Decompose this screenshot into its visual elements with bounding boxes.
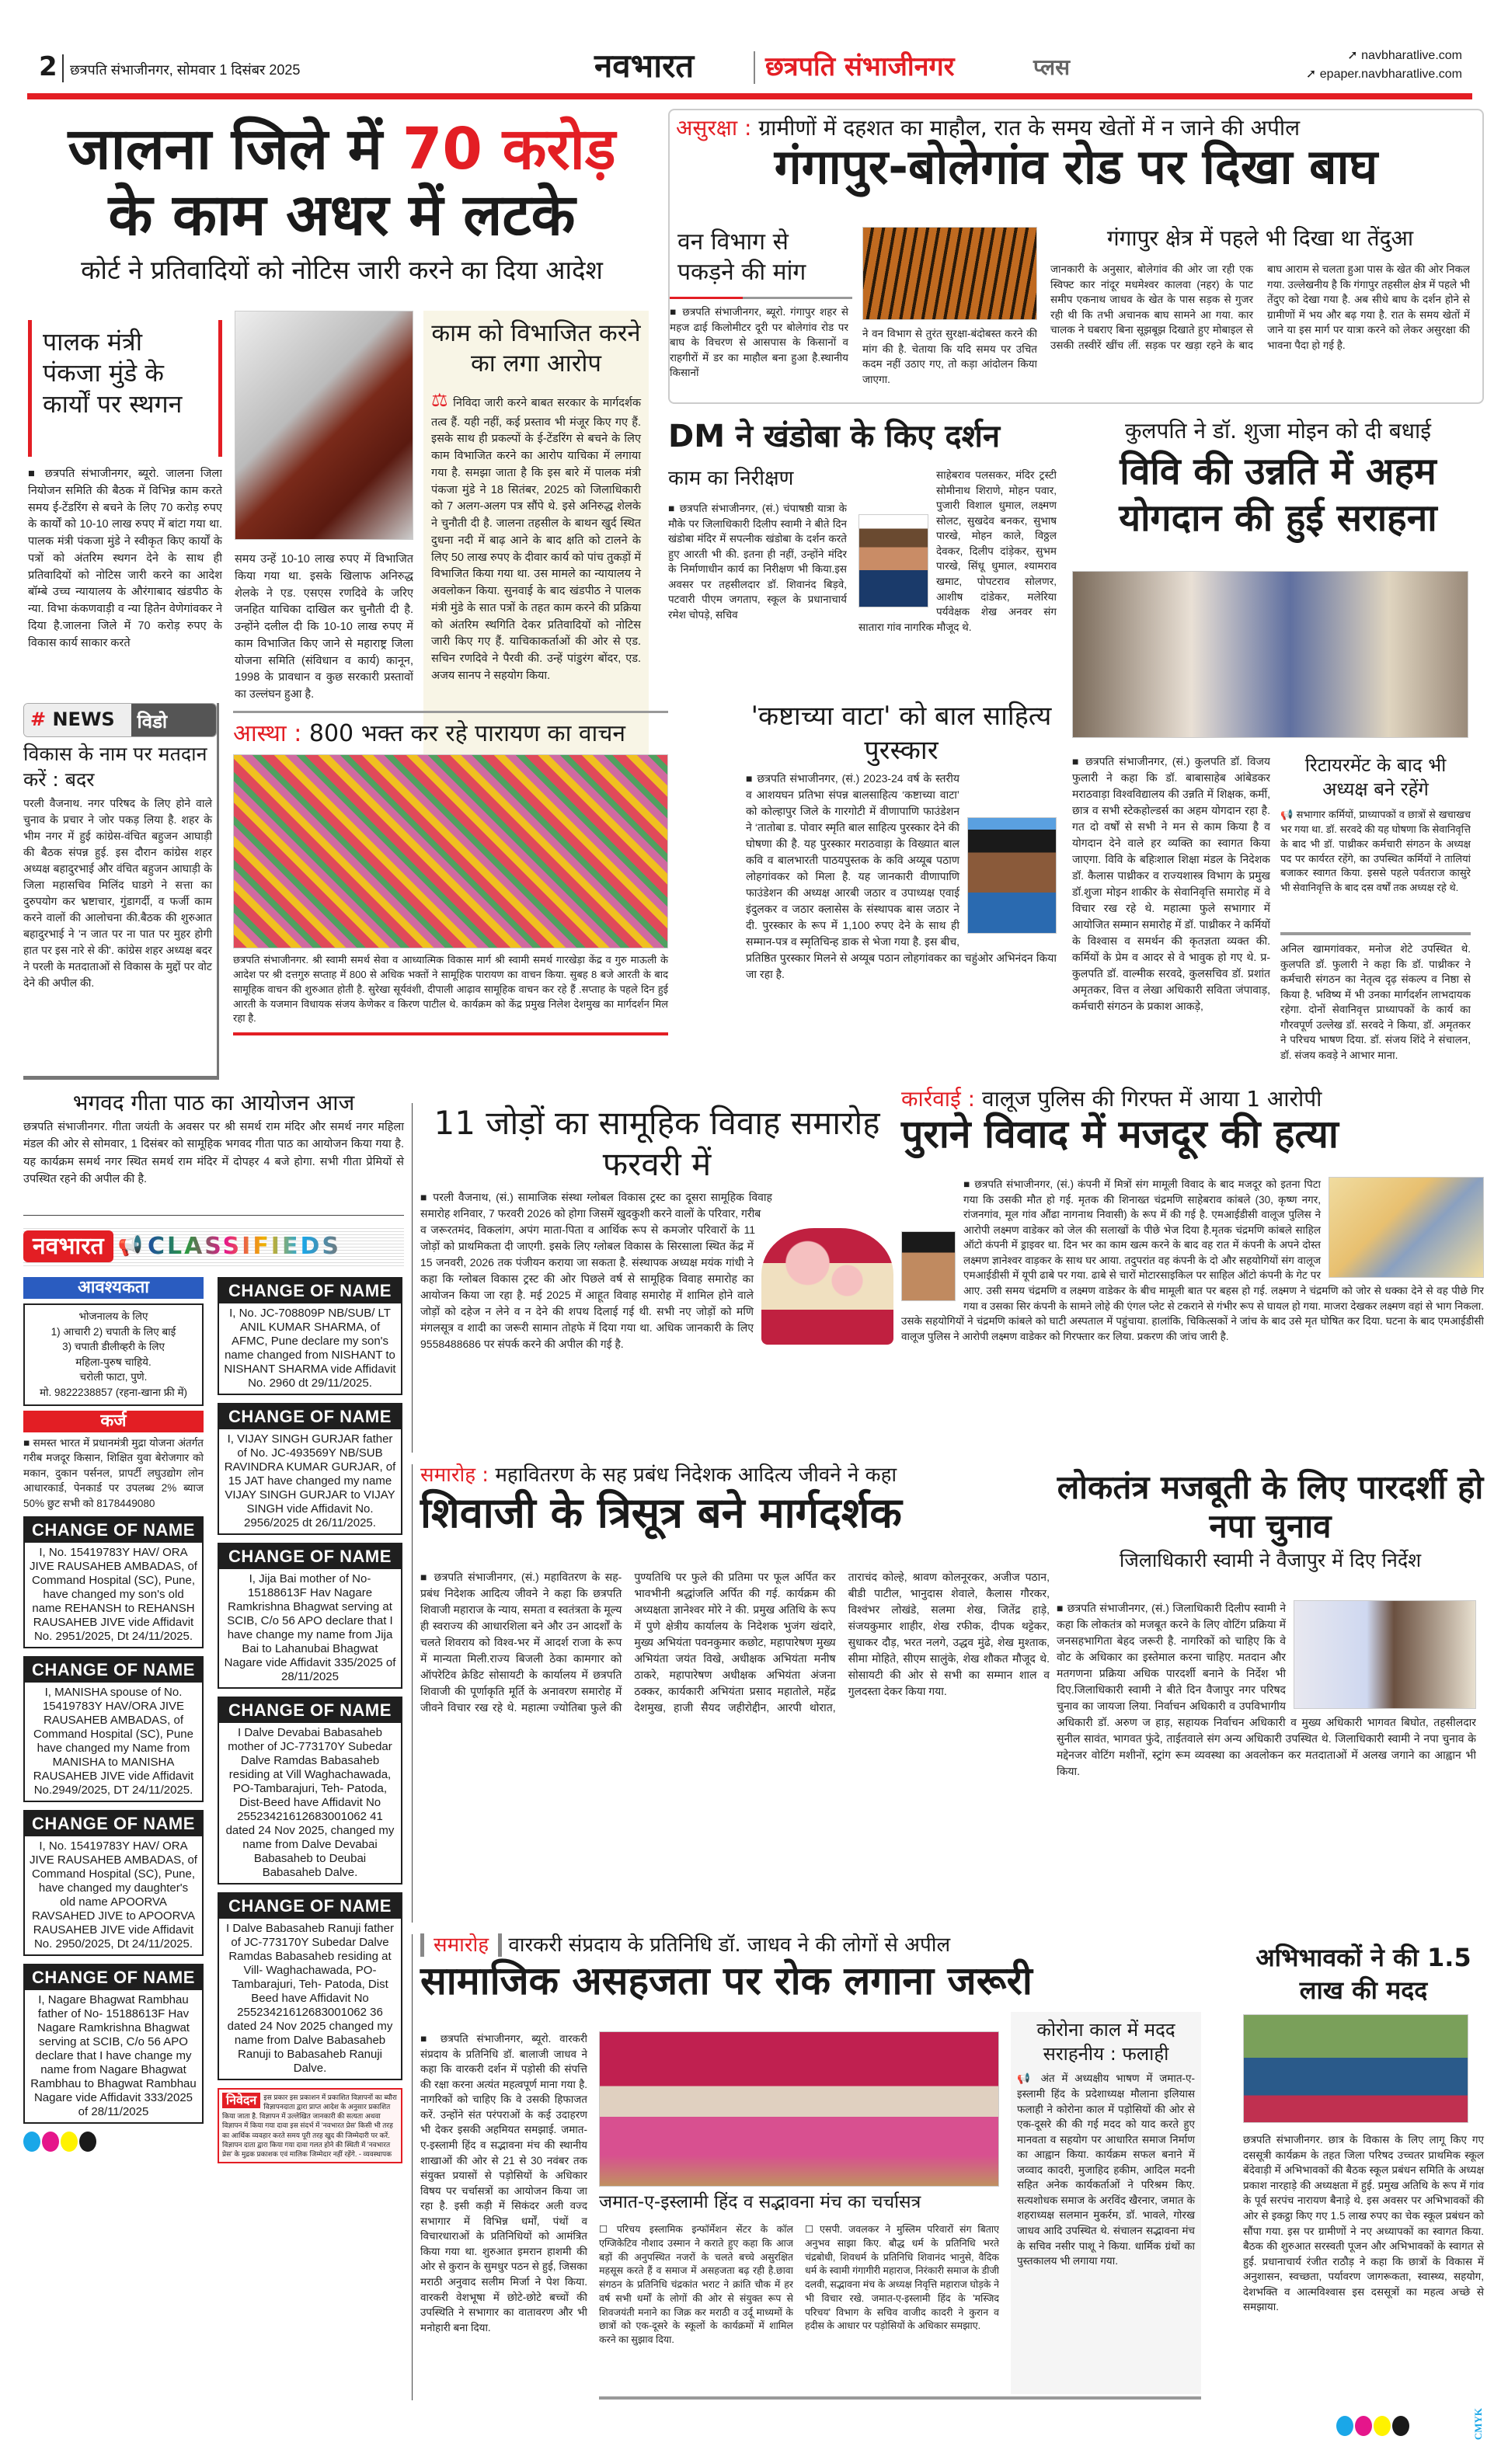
- print-registration-marks: [23, 2132, 204, 2155]
- shivaji-kicker: समारोह : महावितरण के सह प्रबंध निदेशक आदित्य जीवने ने कहा: [420, 1463, 897, 1487]
- change-of-name-ad: CHANGE OF NAME I, No. 15419783Y HAV/ ORA JIVE RAUSAHEB AMBADAS, of Command Hospital (SC), Pune, have changed my daughter's old name APOORVA RAVSAHED JIVE to APOORVA RAUSAHEB JIVE vide Affidavit No. 2950/2025, Dt 24/11/2025.: [23, 1810, 204, 1956]
- university-felicitation-photo: [1072, 571, 1468, 738]
- seminar-photo: [599, 2031, 999, 2187]
- khandoba-body-a: ■ छत्रपति संभाजीनगर, (सं.) चंपाषष्ठी यात्रा के मौके पर जिलाधिकारी दिलीप स्वामी ने बीते दिन खंडोबा मंदिर में सपत्नीक खंडोबा के दर्शन करते हुए आरती भी की. इतना ही नहीं, उन्होंने मंदिर के निर्माणाधीन कार्य का निरीक्षण भी किया.इस अवसर पर तहसीलदार डॉ. शिवानंद बिड़वे, पटवारी पीएम जगताप, स्कूल के प्रधानाचार्य रमेश चोपड़े, सचिव: [668, 501, 847, 684]
- black-dot: [1392, 2416, 1409, 2436]
- murder-body: ■ छत्रपति संभाजीनगर, (सं.) कंपनी में मित्रों संग मामूली विवाद के बाद मजदूर को इतना पिटा गया कि उसकी मौत हो गई. मृतक की शिनाख्त चंद्रमणि साहेबराव कांबले (30, कृष्ण नगर, रांजनगांव, मूल गांव औंढा नागनाथ निवासी) के रूप में की गई है. एमआईडीसी वालूज पुलिस ने आरोपी लक्ष्मण वाडेकर को जेल की सलाखों के पीछे भेज दिया है.मृतक चंद्रमणि कांबले साहिल ऑटो कंपनी में ड्राइवर था. दिन भर का काम खत्म करने के बाद वह रात में कंपनी के अपने दोस्त लक्ष्मण ज्ञानेश्वर वाड़कर के साथ घर आया. तदुपरांत वह कंपनी के दो और सहयोगियों संग वालूज एमआईडीसी में यूपी ढाबे पर गया. ढाबे से चारों मोटारसाइकिल पर साहिल ऑटो कंपनी के गेट पर आए. उसी समय चंद्रमणि व लक्ष्मण वाडेकर के बीच मामूली बात पर बहस हो गई. लक्ष्मण ने चंद्रमणि को जोर से धक्का देने से वह पीछे गिर गया व उसका सिर कंपनी के सामने लोहे की एंगल प्लेट से टकराने से गंभीर रूप से घायल हो गया. माजरा देखकर लक्ष्मण वहां से भाग निकला. उसके सहयोगियों ने चंद्रमणि कांबले को घाटी अस्पताल में पहुंचाया. हालांकि, चिकित्सकों ने जांच के बाद उसे मृत घोषित कर दिया. घटना के बाद एमआईडीसी वालूज पुलिस ने आरोपी लक्ष्मण वाडेकर को गिरफ्तार कर लिया. प्रकरण की जांच जारी है.: [901, 1177, 1484, 1449]
- change-of-name-ad: CHANGE OF NAME I, No. 15419783Y HAV/ ORA JIVE RAUSAHEB AMBADAS, of Command Hospital (SC), Pune, have changed my son's old name REHANSH to REHANSH RAUSAHEB JIVE vide Affidavit No. 2951/2025, Dt 24/11/2025.: [23, 1516, 204, 1648]
- parents-story: [1243, 1942, 1484, 2400]
- murder-story: [901, 1088, 1484, 1453]
- tiger-kicker: असुरक्षा : ग्रामीणों में दहशत का माहौल, रात के समय खेतों में न जाने की अपील: [676, 115, 1301, 141]
- allegation-box: काम को विभाजित करने का लगा आरोप ⚖ निविदा जारी करने बाबत सरकार के मार्गदर्शक तत्व हैं. यही नहीं, कई प्रस्ताव भी मंजूर किए गए हैं. इसके साथ ही प्रकल्पों के ई-टेंडरिंग से बचने के लिए काम विभाजित करने का आरोप याचिका में लगाया गया है. समझा जाता है कि इस बारे में पालक मंत्री पंकजा मुंडे ने 18 सितंबर, 2025 को जिलाधिकारी को 7 अलग-अलग पत्र सौंपे थे. इसे अनिरुद्ध शेलके ने चुनौती दी है. जालना तहसील के बाथन खुर्द स्थित दुधना नदी में बाढ़ आने के बाद क्षति को टालने के लिए 50 लाख रुपए के दीवार कार्य को पांच तुकड़ों में विभाजित किया गया था. उस मामले का न्यायालय ने अवलोकन किया. सुनवाई के बाद खंडपीठ ने पालक मंत्री मुंडे के सात पत्रों के तहत काम करने की प्रक्रिया को अंतरिम स्थगिति देकर प्रतिवादियों को नोटिस जारी किए गए हैं. याचिकाकर्ताओं की ओर से एड. सचिन रणदिवे ने पैरवी की. उन्हें पांडुरंग बोंदर, एड. अजय सानप ने सहयोग किया.: [423, 311, 649, 800]
- award-headline: 'कष्टाच्या वाटा' को बाल साहित्य पुरस्कार: [750, 701, 1052, 767]
- black-dot: [79, 2132, 96, 2152]
- parents-headline: अभिभावकों ने की 1.5 लाख की मदद: [1255, 1943, 1471, 2005]
- print-registration-marks: [1336, 2416, 1411, 2439]
- yellow-dot: [1374, 2416, 1391, 2436]
- magenta-dot: [1355, 2416, 1372, 2436]
- samaj-kicker: समारोह वारकरी संप्रदाय के प्रतिनिधि डॉ. जाधव ने की लोगों से अपील: [420, 1934, 1235, 1957]
- yellow-dot: [61, 2132, 78, 2152]
- lead-body-col2: समय उन्हें 10-10 लाख रुपए में विभाजित किया गया था. इसके खिलाफ अनिरुद्ध शेलके ने एड. एसएस रणदिवे के जरिए जनहित याचिका दाखिल कर चुनौती दी है. उन्होंने दलील दी कि 10-10 लाख रुपए में काम विभाजित किए जाने से महाराष्ट्र जिला योजना समिति (संविधान व कार्य) कानून, 1998 के प्रावधान व कुछ सरकारी प्रस्तावों का उल्लंघन हुआ है.: [235, 553, 413, 701]
- change-of-name-ad: CHANGE OF NAME I Dalve Devabai Babasaheb mother of JC-773170Y Subedar Dalve Ramdas Babasaheb residing at Vill Waghachawada, PO-Tambarajuri, Teh- Patoda, Dist-Beed have Affidavit No 25523421612683001062 41 dated 24 Nov 2025, changed my name from Dalve Devabai Babasaheb to Deubai Babasaheb Dalve.: [218, 1697, 402, 1885]
- school-meeting-photo: [1243, 2014, 1468, 2123]
- globe-icon: ➚: [1305, 68, 1320, 81]
- tiger-body-a: ■ छत्रपति संभाजीनगर, ब्यूरो. गंगापुर शहर से महज ढाई किलोमीटर दूरी पर बोलेगांव रोड पर बाघ के विचरण से आसपास के किसानों व राहगीरों में डर का माहौल बना हुआ है.स्थानीय किसानों: [670, 305, 848, 398]
- collector-photo: [858, 514, 928, 607]
- khandoba-body-b: साहेबराव पलसकर, मंदिर ट्रस्टी सोमीनाथ शिराणे, मोहन पवार, पुजारी विशाल धुमाल, लक्ष्मण सोलट, सुखदेव बनकर, सुभाष पारखे, मोहन काले, विठ्ठल देवकर, दिलीप दांड़ेकर, सुभम पारखे, सिंधू धुमाल, श्यामराव खमाट, पोपटराव सोलणर, आशीष दांडेकर, मलेरिया पर्यवेक्षक शेख अनवर संग सातारा गांव नागरिक मौजूद थे.: [858, 469, 1057, 633]
- collector-speaking-photo: [1294, 1600, 1476, 1709]
- tiger-side-title: वन विभाग से पकड़ने की मांग: [677, 228, 806, 286]
- sidebar-title-box: पालक मंत्री पंकजा मुंडे के कार्यों पर स्थगन: [28, 320, 222, 457]
- samaj-rule: [599, 2396, 1201, 2400]
- megaphone-icon: 📢: [1017, 2072, 1041, 2085]
- election-body: ■ छत्रपति संभाजीनगर, (सं.) जिलाधिकारी दिलीप स्वामी ने कहा कि लोकतंत्र को मजबूत करने के लिए वोटिंग प्रक्रिया में जनसहभागिता बेहद जरूरी है. नागरिकों को चाहिए कि वे वोट के अधिकार का इस्तेमाल करना चाहिए. मतदान और मतगणना प्रक्रिया अधिक पारदर्शी बनाने के निर्देश भी दिए.जिलाधिकारी स्वामी ने बीते दिन वैजापुर नगर परिषद चुनाव का जायजा लिया. निर्वाचन अधिकारी व उपविभागीय अधिकारी डॉ. अरुण ज हाड़, सहायक निर्वाचन अधिकारी व मुख्य अधिकारी भागवत बिघोत, तहसीलदार सुनील सावंत, भागवत फुंदे, ताईतवाले संग अन्य अधिकारी उपस्थित थे. जिलाधिकारी स्वामी ने नपा चुनाव के मद्देनजर वोटिंग मशीनों, स्ट्रांग रूम व्यवस्था का अवलोकन कर मतदाताओं में अलख जगाने का आह्वान भी किया.: [1057, 1600, 1476, 1915]
- change-of-name-ad: CHANGE OF NAME I, Jija Bai mother of No- 15188613F Hav Nagare Ramkrishna Bhagwat serving at SCIB, C/o 56 APO declare that I have change my name from Jija Bai to Lahanubai Bhagwat Nagare vide Affidavit 335/2025 of 28/11/2025: [218, 1543, 402, 1689]
- poet-photo: [967, 817, 1057, 934]
- loan-ad: ■ समस्त भारत में प्रधानमंत्री मुद्रा योजना अंतर्गत गरीब मजदूर किसान, शिक्षित युवा बेरोजगार को मकान, दुकान पर्सनल, प्रापर्टी लघुउद्योग लोन आधारकार्ड, पेनकार्ड पर उपलब्ध 2% ब्याज 50% छुट सभी को 8178449080: [23, 1436, 204, 1512]
- aastha-story: [233, 711, 668, 1068]
- victim-photo: [901, 1231, 956, 1301]
- disclaimer-notice: निवेदन इस प्रकार इस प्रकाशन में प्रकाशित विज्ञापनों का ब्यौरा विज्ञापनदाता द्वारा प्राप्त आदेश के अनुसार प्रकाशित किया जाता है. विज्ञापन में उल्लेखित जानकारी की सत्यता अथवा विज्ञापन में किया गया दावा इस संदर्भ में 'नवभारत प्रेस' किसी भी तरह का आर्थिक व्यवहार करते समय पूरी तरह खुद की जिम्मेदारी पर करें. विज्ञापन दाता द्वारा किया गया दावा गलत होने की स्थिती में 'नवभारत प्रेस' के मुद्रक प्रकाशक एवं मालिक जिम्मेदार नहीं रहेंगे. - व्यवस्थापक: [218, 2088, 402, 2163]
- gita-body: छत्रपति संभाजीनगर. गीता जयंती के अवसर पर श्री समर्थ राम मंदिर और समर्थ नगर महिला मंडल की ओर से सोमवार, 1 दिसंबर को सामूहिक भगवद गीता पाठ का आयोजन किया गया है. यह कार्यक्रम समर्थ नगर स्थित समर्थ राम मंदिर में दोपहर 4 बजे होगा. सभी गीता प्रेमियों से उपस्थित रहने की अपील की है.: [23, 1120, 404, 1186]
- khandoba-story: [668, 419, 1057, 684]
- award-story: [746, 699, 1057, 1091]
- lead-headline: जालना जिले में 70 करोड़ के काम अधर में लटके: [68, 116, 616, 249]
- murder-kicker: कार्रवाई : वालूज पुलिस की गिरफ्त में आया 1 आरोपी: [901, 1086, 1322, 1112]
- megaphone-icon: 📢: [117, 1234, 143, 1258]
- masthead-divider: [62, 54, 64, 82]
- univ-side-title: रिटायरमेंट के बाद भी अध्यक्ष बने रहेंगे: [1304, 754, 1447, 801]
- gavel-photo: [235, 311, 413, 540]
- magenta-dot: [42, 2132, 59, 2152]
- change-of-name-ad: CHANGE OF NAME I, No. JC-708809P NB/SUB/ LT ANIL KUMAR SHARMA, of AFMC, Pune declare my son's name changed from NISHANT to NISHANT SHARMA vide Affidavit No. 2960 dt 29/11/2025.: [218, 1277, 402, 1395]
- award-body: ■ छत्रपति संभाजीनगर, (सं.) 2023-24 वर्ष के स्तरीय व आशयघन प्रतिभा संपन्न बालसाहित्य ‘कष्टाच्या वाटा’ को कोल्हापुर जिले के गारगोटी में वीणापाणि फाउंडेशन ने ‘तातोबा ड. पोवार स्मृति बाल साहित्य पुरस्कार देने की घोषणा की है. यह पुरस्कार मराठवाड़ा के विख्यात बाल कवि व बालभारती पाठयपुस्तक के कवि अय्यूब पठाण लोहगांवकर को मिला है. यह जानकारी वीणापाणि फाउंडेशन की अध्यक्ष आरबी जठार व उपाध्यक्ष एवाई इंदुलकर व जठार क्लासेस के संस्थापक बास जठार ने दी. पुरस्कार के रूप में 1,100 रुपए देने के साथ ही सम्मान-पत्र व स्मृतिचिन्ह डाक से भेजा गया है. इस बीच, प्रतिष्ठित पुरस्कार मिलने से अय्यूब पठान लोहगांवकर का चहुंओर अभिनंदन किया जा रहा है.: [746, 771, 1057, 1077]
- wedding-body: ■ परली वैजनाथ, (सं.) सामाजिक संस्था ग्लोबल विकास ट्रस्ट का दूसरा सामूहिक विवाह समारोह शनिवार, 7 फरवरी 2026 को होगा जिसमें खुदकुशी करने वालों के परिवार, गरीब व जरूरतमंद, विकलांग, अपंग माता-पिता व आर्थिक रूप से कमजोर परिवारों के 11 जोड़ों को प्राथमिकता दी जाएगी. इसके लिए ग्लोबल विकास के सिरसाला स्थित केंद्र में 15 जनवरी, 2026 तक पंजीयन कराया जा सकता है. संस्थापक अध्यक्ष मयंक गांधी ने कहा कि ग्लोबल विकास ट्रस्ट की ओर पिछले वर्ष से सामूहिक विवाह समारोह का आयोजन किया जा रहा है. मई 2025 में आहूत विवाह समारोह में शामिल होने वाले जोड़ों को दहेज न लेने व न देने की शपथ दिलाई गई थी. सभी नए जोड़ों को मणि मंगलसूत्र व शादी का जरूरी सामान तोहफे में दिया गया था. अधिक जानकारी के लिए 9558488686 पर संपर्क करने की अपील की गई है.: [420, 1189, 893, 1446]
- globe-icon: ➚: [1347, 49, 1362, 62]
- news-brief-headline: विकास के नाम पर मतदान करें : बदर: [23, 743, 207, 791]
- dateline: छत्रपति संभाजीनगर, सोमवार 1 दिसंबर 2025: [70, 62, 301, 78]
- university-story: [1072, 419, 1484, 1111]
- tiger-story: [668, 109, 1484, 404]
- election-story: [1057, 1468, 1484, 1919]
- election-headline: लोकतंत्र मजबूती के लिए पारदर्शी हो नपा चुनाव: [1057, 1468, 1484, 1546]
- samaj-headline: सामाजिक असहजता पर रोक लगाना जरूरी: [420, 1958, 1033, 2003]
- aastha-caption: छत्रपति संभाजीनगर. श्री स्वामी समर्थ सेवा व आध्यात्मिक विकास मार्ग श्री स्वामी समर्थ गारखेड़ा केंद्र व गुरु माऊली के आदेश पर श्री दत्तगुरु सप्ताह में 800 से अधिक भक्तों ने सामूहिक पारायण का वाचन किया. सुबह 8 बजे आरती के बाद सामूहिक वाचन की शुरुआत होती है. सुरेखा सूर्यवंशी, दीपाली आढ़ाव सामूहिक वाचन कर रहे हैं .सप्ताह के पहले दिन हुई आरती के यजमान विधायक संजय केणेकर व किरण पाटील थे. कार्यक्रम को केंद्र प्रमुख निलेश देशमुख का मार्गदर्शन मिल रहा है.: [233, 954, 668, 1025]
- masthead: [23, 47, 1478, 93]
- tiger-sub-title: गंगापुर क्षेत्र में पहले भी दिखा था तेंदुआ: [1106, 225, 1414, 251]
- cmyk-label: CMYK: [1472, 2408, 1484, 2441]
- wedding-headline: 11 जोड़ों का सामूहिक विवाह समारोह फरवरी में: [434, 1104, 880, 1183]
- page-number: 2: [39, 51, 57, 82]
- univ-divider: [1280, 932, 1471, 935]
- samaj-photo-caption: जमात-ए-इस्लामी हिंद व सद्भावना मंच का चर्चासत्र: [599, 2192, 921, 2212]
- univ-side-body: 📢 सभागार कर्मियों, प्राध्यापकों व छात्रों से खचाखच भर गया था. डॉ. सरवदे की यह घोषणा कि सेवानिवृत्ति के बाद भी डॉ. पाथ्रीकर कर्मचारी संगठन के अध्यक्ष पद पर कार्यरत रहेंगे, का उपस्थित कर्मियों ने तालियां बजाकर स्वागत किया. इससे पहले पर्वतराज कासुरे भी सेवानिवृत्ति के बाद दस वर्षों तक अध्यक्ष रहे थे.: [1280, 809, 1471, 894]
- lead-subheadline: कोर्ट ने प्रतिवादियों को नोटिस जारी करने का दिया आदेश: [81, 255, 603, 286]
- khandoba-headline: DM ने खंडोबा के किए दर्शन: [668, 419, 1001, 454]
- univ-side-body-2: अनिल खामगांवकर, मनोज शेटे उपस्थित थे. कुलपति डॉ. फुलारी ने कहा कि डॉ. पाथ्रीकर ने कर्मचारी संगठन का नेतृत्व दृढ़ संकल्प व निष्ठा से किया है. भविष्य में भी उनका मार्गदर्शन लाभदायक रहेगा. दोनों सेवानिवृत्त प्राध्यापकों के कार्य का गौरवपूर्ण उल्लेख डॉ. सरवदे ने किया, डॉ. अमृतकर ने परिचय भाषण दिया. डॉ. संजय शिंदे ने संचालन, डॉ. संजय कवड़े ने आभार माना.: [1280, 943, 1471, 1061]
- classifieds-brand: नवभारत: [23, 1230, 113, 1262]
- shivaji-headline: शिवाजी के त्रिसूत्र बने मार्गदर्शक: [420, 1488, 902, 1537]
- news-brief-body: परली वैजनाथ. नगर परिषद के लिए होने वाले चुनाव के प्रचार ने जोर पकड़ लिया है. शहर के भीम नगर में हुई कांग्रेस-वंचित बहुजन आघाड़ी की बैठक संपन्न हुई. इस दौरान कांग्रेस शहर अध्यक्ष बहादुरभाई और वंचित बहुजन आघाड़ी के जिला महासचिव मिलिंद घाडगे ने सत्ता का दुरुपयोग कर भ्रष्टाचार, गुंडागर्दी, व फर्जी काम करने वालों की आलोचना की.बैठक की शुरुआत बहादुरभाई ने 'न जात पर ना पात पर मुहर होगी हात पर इस नारे से की'. कांग्रेस शहर अध्यक्ष बदर ने परली के मतदाताओं से विकास के मुद्दों पर वोट देने की अपील की.: [23, 797, 212, 989]
- shivaji-story: [412, 1464, 1049, 1923]
- gavel-icon: ⚖: [431, 389, 449, 411]
- classifieds-title: CLASSIFIEDS: [147, 1232, 341, 1260]
- election-subheadline: जिलाधिकारी स्वामी ने वैजापुर में दिए निर्देश: [1119, 1548, 1422, 1571]
- megaphone-icon: 📢: [1280, 809, 1297, 820]
- brand-logo[interactable]: नवभारत: [594, 47, 695, 85]
- univ-headline: विवि की उन्नति में अहम योगदान की हुई सराहना: [1119, 449, 1437, 540]
- gita-story: [23, 1091, 404, 1216]
- murder-headline: पुराने विवाद में मजदूर की हत्या: [901, 1111, 1339, 1157]
- aastha-headline: आस्था : 800 भक्त कर रहे पारायण का वाचन: [233, 720, 626, 747]
- aastha-rule: [233, 1032, 668, 1035]
- edition-suffix: प्लस: [1033, 54, 1071, 80]
- corona-help-box: कोरोना काल में मदद सराहनीय : फलाही 📢 अंत में अध्यक्षीय भाषण में जमात-ए-इस्लामी हिंद के प्रदेशाध्यक्ष मौलाना इलियास फलाही ने कोरोना काल में पड़ोसियों की ओर से एक-दूसरे की की गई मदद को याद करते हुए मानवता व सहयोग पर आधारित समाज निर्माण का आह्वान किया. कार्यक्रम सफल बनाने में जव्वाद कादरी, मुजाहिद हकीम, आदिल मदनी सहित अनेक कार्यकर्ताओं ने परिश्रम किए. सत्यशोधक समाज के अरविंद खैरनार, जमात के शहराध्यक्ष सलमान मुकर्रम, डॉ. भावले, गोरख जाधव आदि उपस्थित थे. संचालन सद्भावना मंच के सचिव नसीर पाशू ने किया. धार्मिक ग्रंथों का पुस्तकालय भी लगाया गया.: [1011, 2012, 1201, 2394]
- devotees-photo: [233, 754, 668, 948]
- shivaji-body: ■ छत्रपति संभाजीनगर, (सं.) महावितरण के सह-प्रबंध निदेशक आदित्य जीवने ने कहा कि छत्रपति शिवाजी महाराज के न्याय, समता व स्वतंत्रता के मूल्य ही स्वराज्य की आधारशिला बने और उन आदर्शों के चलते शिवराय को विश्व-भर में आदर्श राजा के रूप में मान्यता मिली.राज्य बिजली ठेका कामगार को ऑपरेटिव क्रेडिट सोसायटी के कार्यालय में छत्रपति शिवाजी की पूर्णाकृति मूर्ति के अनावरण समारोह में जीवने विचार रख रहे थे. महात्मा ज्योतिबा फुले की पुण्यतिथि पर फुले की प्रतिमा पर फूल अर्पित कर भावभीनी श्रद्धांजलि अर्पित की गई. कार्यक्रम की अध्यक्षता ज्ञानेश्वर मोरे ने की. प्रमुख अतिथि के रूप में पुणे क्षेत्रीय कार्यालय के निदेशक भुजंग खंदारे, मुख्य अभियंता पवनकुमार कछोट, महापारेषण मुख्य अभियंता जयंत विखे, अधीक्षक अभियंता मनीष ठाकरे, महापारेषण अधीक्षक अभियंता अंजना ठक्कर, कार्यकारी अभियंता प्रसाद महातोले, महेंद्र देशमुख, हाजी सैयद जहीरोद्दीन, आरपी थोरात, ताराचंद कोल्हे, श्रावण कोलनूरकर, अजीज पठान, बीडी पाटील, भानुदास शेवाले, कैलास गौरकर, विश्वंभर लोखंडे, सलमा शेख, जितेंद्र हाड़े, संजयकुमार शाहीर, शेख रफीक, दीपक थट्टेकर, सुधाकर दौड़, भरत नलगे, उद्धव मुंढे, शेख मुश्ताक, सीमा मोहिते, सीएम सालुंके, शेख शौकत मौजूद थे. सोसायटी की ओर से सभी का सम्मान शाल व गुलदस्ता देकर किया गया.: [420, 1569, 1050, 1919]
- wedding-story: [412, 1103, 893, 1453]
- change-of-name-ad: CHANGE OF NAME I Dalve Babasaheb Ranuji father of JC-773170Y Subedar Dalve Ramdas Babasaheb residing at Vill- Waghachawada, PO-Tambarajuri, Teh- Patoda, Dist Beed have Affidavit No 25523421612683001062 36 dated 24 Nov 2025 changed my name from Dalve Babasaheb Ranuji to Babasaheb Ranuji Dalve.: [218, 1892, 402, 2080]
- samaj-story: [412, 1934, 1235, 2400]
- news-brief: [23, 703, 219, 1080]
- tiger-body-b: ने वन विभाग से तुरंत सुरक्षा-बंदोबस्त करने की मांग की है. चेताया कि यदि समय पर उचित कदम नहीं उठाए गए, तो कड़ा आंदोलन किया जाएगा.: [862, 328, 1037, 385]
- tiger-headline: गंगापुर-बोलेगांव रोड पर दिखा बाघ: [774, 137, 1378, 195]
- masthead-divider: [754, 51, 755, 84]
- wanted-header: आवश्यकता: [23, 1277, 204, 1299]
- change-of-name-ad: CHANGE OF NAME I, MANISHA spouse of No. 15419783Y HAV/ORA JIVE RAUSAHEB AMBADAS, of Command Hospital (SC), Pune have changed my Name from MANISHA to MANISHA RAUSAHEB JIVE vide Affidavit No.2949/2025, DT 24/11/2025.: [23, 1656, 204, 1802]
- cyan-dot: [1336, 2416, 1353, 2436]
- classifieds: [23, 1226, 404, 2329]
- gita-headline: भगवद गीता पाठ का आयोजन आज: [72, 1090, 355, 1115]
- masthead-rule: [27, 93, 1472, 99]
- univ-kicker: कुलपति ने डॉ. शुजा मोइन को दी बधाई: [1124, 418, 1432, 444]
- parents-body: छत्रपति संभाजीनगर. छात्र के विकास के लिए लागू किए गए दससूत्री कार्यक्रम के तहत जिला परिषद उच्चतर प्राथमिक स्कूल बेंदेवाड़ी में अभिभावकों की बैठक स्कूल प्रबंधन समिति के अध्यक्ष प्रकाश नारहाड़े की अध्यक्षता में हुई. प्रमुख अतिथि के रूप में गांव के पूर्व सरपंच नारायण बैनाड़े थे. इस अवसर पर अभिभावकों की ओर से इकट्ठा किए गए 1.5 लाख रुपए का चेक स्कूल प्रबंधन को सौंपा गया. इस पर ग्रामीणों ने नए अध्यापकों का स्वागत किया. बैठक की शुरुआत सरस्वती पूजन और अभिभावकों के स्वागत से हुई. प्रधानाचार्य रंजीत राठौड़ ने कहा कि छात्रों के विकास में अनुशासन, स्वच्छता, पर्यावरण जागरूकता, स्वास्थ्य, सहयोग, देशभक्ति व आत्मविश्वास इस दससूत्रों का महत्व अच्छे से समझाया.: [1243, 2134, 1484, 2313]
- police-illustration: [1329, 1177, 1484, 1278]
- tiger-body-c: जानकारी के अनुसार, बोलेगांव की ओर जा रही एक स्विफ्ट कार नांदूर मधमेश्वर कालवा (नहर) के पाट समीप एकनाथ जाधव के खेत के पास सड़क से गुजर रही थी कि तभी अचानक बाघ सामने आ गया. कार चालक ने घबराए बिना सूझबूझ दिखाते हुए मोबाइल से उसकी तस्वीरें खींच लीं. सड़क पर खड़ा रहने के बाद बाघ आराम से चलता हुआ पास के खेत की ओर निकल गया. उल्लेखनीय है कि गंगापुर तहसील क्षेत्र में पहले भी तेंदुए को देखा गया है. अब सीधे बाघ के दर्शन होने से ग्रामीणों में भय और बढ़ गया है. रात के समय खेतों में जाने या इस मार्ग पर यात्रा करने को लेकर असुरक्षा की भावना पैदा हो गई है.: [1050, 263, 1470, 351]
- samaj-point-1: ☐ परिचय इस्लामिक इन्फॉर्मेशन सेंटर के कॉल एग्जिकेटिव नौशाद उस्मान ने कराते हुए कहा कि आज बड़ों की अनुपस्थित नजरों के चलते बच्चे असुरक्षित महसूस करते हैं व समाज में असहजता बढ़ रही है.छावा संगठन के प्रतिनिधि चंद्रकांत भराट ने क्रांति चौक में हर वर्ष सभी धर्मों के लोगों की ओर से संयुक्त रूप से शिवजयंती मनाने का जिक्र कर मराठी व उर्दू माध्यमों के छात्रों को एक-दूसरे के स्कूलों के कार्यक्रमों में शामिल करने का सुझाव दिया.: [599, 2224, 793, 2345]
- tiger-photo: [862, 227, 1037, 320]
- lead-story: [23, 117, 660, 800]
- checkbox-icon: ☐: [599, 2224, 617, 2235]
- checkbox-icon: ☐: [805, 2224, 820, 2235]
- khandoba-sub-title: काम का निरीक्षण: [668, 467, 794, 490]
- loan-header: कर्ज: [23, 1411, 204, 1432]
- change-of-name-ad: CHANGE OF NAME I, VIJAY SINGH GURJAR father of No. JC-493569Y NB/SUB RAVINDRA KUMAR GURJAR, of 15 JAT have changed my name VIJAY SINGH GURJAR to VIJAY SINGH vide Affidavit No. 2956/2025 dt 26/11/2025.: [218, 1403, 402, 1535]
- cyan-dot: [23, 2132, 40, 2152]
- univ-body: ■ छत्रपति संभाजीनगर, (सं.) कुलपति डॉ. विजय फुलारी ने कहा कि डॉ. बाबासाहेब आंबेडकर मराठवाड़ा विश्वविद्यालय की उन्नति में शिक्षक, कर्मी, छात्र व सभी स्टेकहोल्डर्स का अहम योगदान रहा है. गत दो वर्षों से सभी ने मन से काम किया है व योगदान देने वाले हर व्यक्ति का स्वागत किया जाएगा. विवि के बहिःशाल शिक्षा मंडल के निदेशक डॉ. कैलास पाथ्रीकर व राज्यशास्त्र विभाग के प्रमुख डॉ.शुजा मोइन शाकीर के सेवानिवृत्ति समारोह में वे विचार रख रहे थे. महात्मा फुले सभागार में आयोजित सम्मान समारोह में डॉ. पाथ्रीकर ने कर्मियों के विश्वास व समर्थन की कृतज्ञता व्यक्त की. कर्मियों के प्रेम व आदर से वे भावुक हो गए थे. प्र-कुलपति डॉ. वाल्मीक सरवदे, कुलसचिव डॉ. प्रशांत अमृतकर, वित्त व लेखा अधिकारी सविता जंपावाड़, कर्मचारी संगठन के प्रकाश आकड़े,: [1072, 753, 1270, 1103]
- classifieds-banner: [23, 1226, 404, 1266]
- epaper-link[interactable]: ➚ epaper.navbharatlive.com: [1305, 68, 1462, 81]
- samaj-body: ■ छत्रपति संभाजीनगर, ब्यूरो. वारकरी संप्रदाय के प्रतिनिधि डॉ. बालाजी जाधव ने कहा कि वारकरी दर्शन में पड़ोसी की संपत्ति की रक्षा करना अत्यंत महत्वपूर्ण माना गया है. नागरिकों को चाहिए कि वे उसकी हिफाजत करें. उन्होंने संत परंपराओं के कई उदाहरण भी देकर इसकी अहमियत समझाई. जमात-ए-इस्लामी हिंद व सद्भावना मंच की स्थानीय शाखाओं की ओर से 21 से 30 नवंबर तक संयुक्त प्रयासों से पड़ोसियों के अधिकार विषय पर चर्चासत्रों का आयोजन किया जा रहा है. इसी कड़ी में सिकंदर अली वज्द सभागार में विभिन्न धर्मों, पंथों व विचारधाराओं के प्रतिनिधियों को आमंत्रित किया गया था. शुरुआत इमरान हाशमी की ओर से कुरान के सुमधुर पठन से हुई, जिसका मराठी अनुवाद सलीम मिर्जा ने पेश किया. वारकरी वेशभूषा में छोटे-छोटे बच्चों की उपस्थिति ने सभागार का वातावरण और भी मनोहारी बना दिया.: [420, 2031, 587, 2396]
- wedding-cartoon: [761, 1228, 893, 1345]
- samaj-point-2: ☐ एसपी. जवलकर ने मुस्लिम परिवारों संग बिताए अनुभव साझा किए. बौद्ध धर्म के प्रतिनिधि भरते चंद्रबोधी, शिवधर्म के प्रतिनिधि शिवानंद भानुसे, वैदिक धर्म के स्वामी गंगागीरी महाराज, निरंकारी समाज के डीजी दलवी, सद्भावना मंच के अध्यक्ष निवृत्ति महाराज घोड़के ने भी विचार रखे. जमात-ए-इस्लामी हिंद के 'मस्जिद परिचय' विभाग के सचिव वाजीद कादरी ने कुरान व हदीस के आधार पर पड़ोसियों के अधिकार समझाए.: [805, 2224, 999, 2332]
- change-of-name-ad: CHANGE OF NAME I, Nagare Bhagwat Rambhau father of No- 15188613F Hav Nagare Ramkrishna Bhagwat serving at SCIB, C/o 56 APO declare that I have change my name from Nagare Bhagwat Rambhau to Bhagwat Rambhau Nagare vide Affidavit 333/2025 of 28/11/2025: [23, 1964, 204, 2124]
- tiger-side-rule: [670, 297, 852, 299]
- lead-body-col1: ■ छत्रपति संभाजीनगर, ब्यूरो. जालना जिला नियोजन समिति की बैठक में विभिन्न काम करते समय ई-टेंडरिंग से बचने के लिए 70 करोड़ रुपए के कार्यों को 10-10 लाख रुपए में बांटा गया था. पालक मंत्री पंकजा मुंडे ने स्वीकृत किए कार्यों के पत्रों को अंतरिम स्थगन देने के साथ ही प्रतिवादियों को नोटिस जारी करने का आदेश बॉम्बे उच्च न्यायालय के औरंगाबाद खंडपीठ के न्या. विभा कंकणवाड़ी व न्या हितेन वेणेगांवकर ने दिया है.जालना जिले में 70 करोड़ रुपए के विकास कार्य साकार करते: [28, 466, 222, 796]
- website-link[interactable]: ➚ navbharatlive.com: [1347, 49, 1462, 62]
- edition-name: छत्रपति संभाजीनगर: [765, 51, 955, 82]
- news-tag: # NEWS विडो: [23, 703, 217, 737]
- wanted-ad: भोजनालय के लिए 1) आचारी 2) चपाती के लिए बाई 3) चपाती डीलीव्हरी के लिए महिला-पुरुष चाहिये. चरोली फाटा, पुणे. मो. 9822238857 (रहना-खाना फ्री में): [23, 1303, 204, 1405]
